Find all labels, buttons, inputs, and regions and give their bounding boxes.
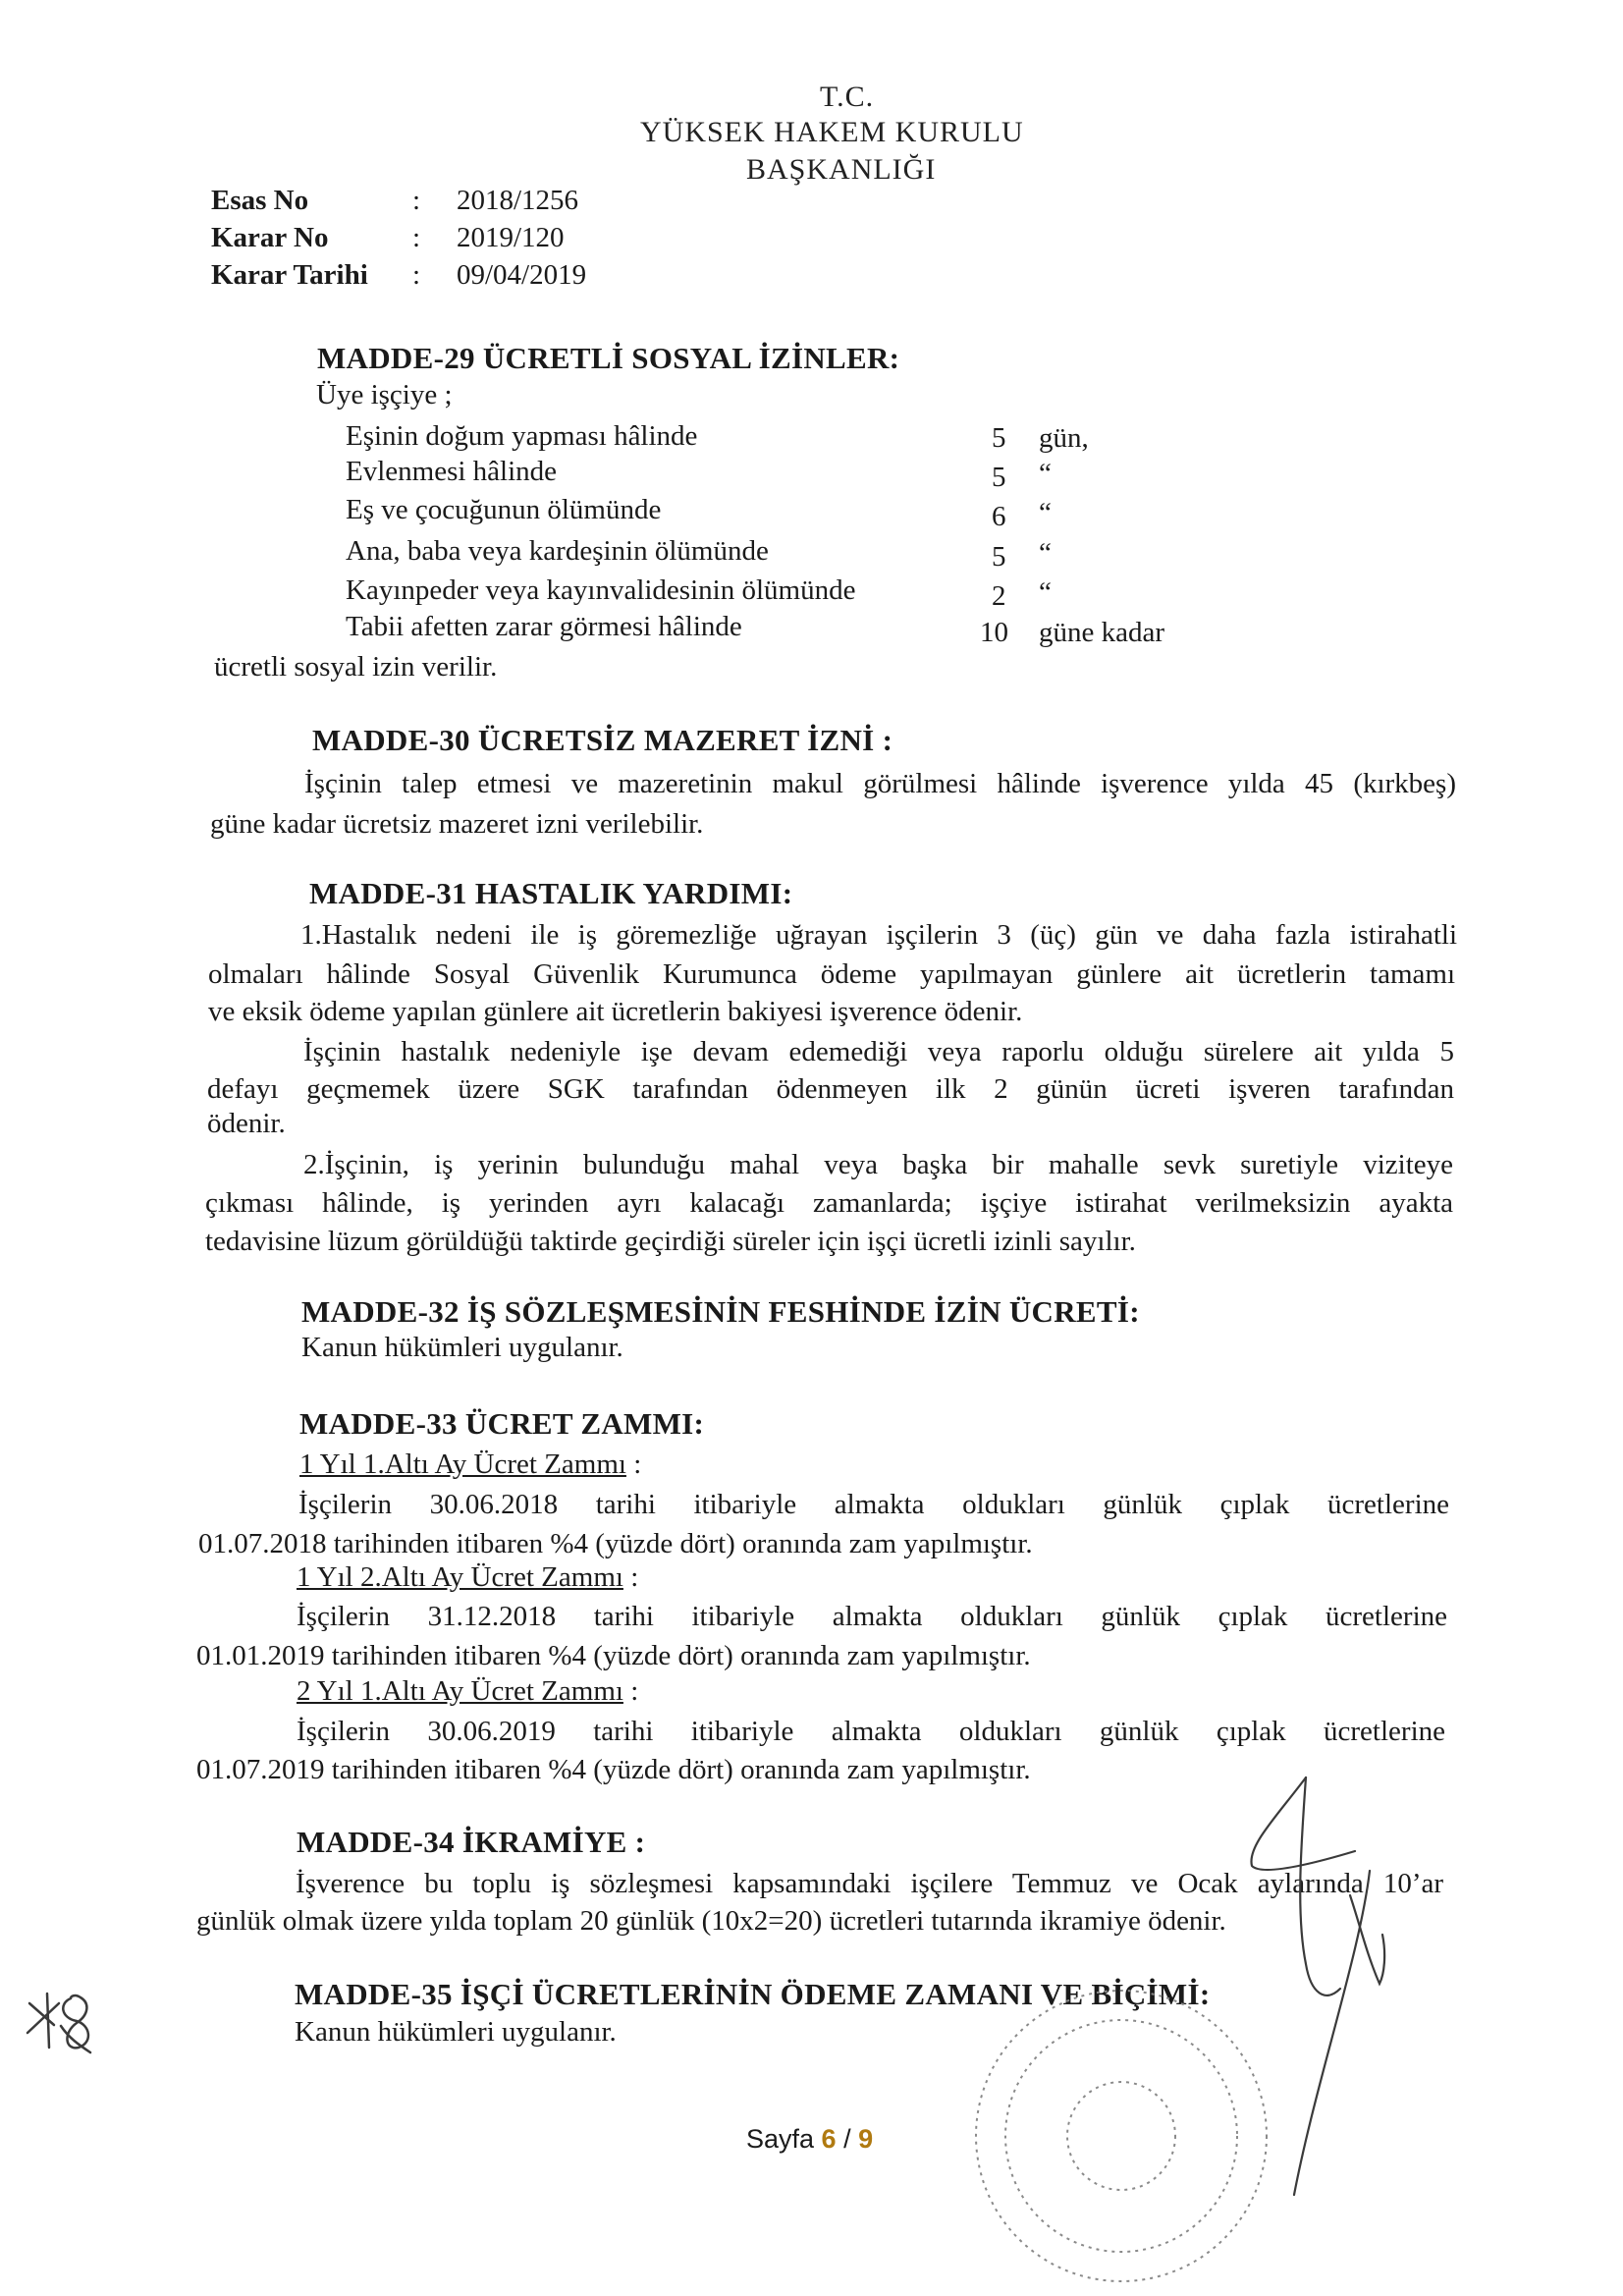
article-29-heading: MADDE-29 ÜCRETLİ SOSYAL İZİNLER: — [317, 341, 900, 375]
leave-row-unit: güne kadar — [1039, 617, 1165, 648]
article-31-heading: MADDE-31 HASTALIK YARDIMI: — [309, 876, 793, 910]
page-total: 9 — [858, 2124, 874, 2154]
article-32-heading: MADDE-32 İŞ SÖZLEŞMESİNİN FESHİNDE İZİN ÜCRETİ: — [301, 1294, 1140, 1329]
meta-label: Karar Tarihi — [211, 259, 368, 291]
article-34-line: İşverence bu toplu iş sözleşmesi kapsamındaki işçilere Temmuz ve Ocak aylarında 10’ar — [296, 1868, 1443, 1899]
page-number: 6 — [821, 2124, 837, 2154]
article-31-para2-line: ödenir. — [207, 1108, 286, 1139]
article-30-line: İşçinin talep etmesi ve mazeretinin makul görülmesi hâlinde işverence yılda 45 (kırkbeş) — [304, 768, 1456, 799]
meta-value: 09/04/2019 — [457, 259, 587, 291]
leave-row-days: 2 — [992, 580, 1006, 612]
leave-row-name: Ana, baba veya kardeşinin ölümünde — [346, 535, 769, 567]
official-seal — [976, 1991, 1267, 2281]
article-31-para1-line: ve eksik ödeme yapılan günlere ait ücretlerin bakiyesi işverence ödenir. — [208, 996, 1023, 1027]
page-separator: / — [836, 2124, 859, 2154]
raise-line: 01.07.2019 tarihinden itibaren %4 (yüzde dört) oranında zam yapılmıştır. — [196, 1754, 1031, 1785]
article-30-line: güne kadar ücretsiz mazeret izni verilebilir. — [210, 808, 704, 840]
article-35-heading: MADDE-35 İŞÇİ ÜCRETLERİNİN ÖDEME ZAMANI VE BİÇİMİ: — [295, 1977, 1211, 2011]
raise-period-label: 2 Yıl 1.Altı Ay Ücret Zammı — [297, 1675, 623, 1707]
article-31-para1-line: 1.Hastalık nedeni ile iş göremezliğe uğrayan işçilerin 3 (üç) gün ve daha fazla istirahatli — [300, 919, 1457, 951]
article-33-heading: MADDE-33 ÜCRET ZAMMI: — [299, 1406, 705, 1441]
meta-colon: : — [412, 222, 421, 253]
leave-row-name: Kayınpeder veya kayınvalidesinin ölümünde — [346, 574, 856, 606]
article-31-para2-line: İşçinin hastalık nedeniyle işe devam edemediği veya raporlu olduğu sürelere ait yılda 5 — [303, 1036, 1454, 1067]
article-30-heading: MADDE-30 ÜCRETSİZ MAZERET İZNİ : — [312, 723, 893, 757]
meta-label: Karar No — [211, 222, 329, 253]
raise-line: İşçilerin 30.06.2018 tarihi itibariyle almakta oldukları günlük çıplak ücretlerine — [298, 1489, 1449, 1520]
raise-period-colon: : — [622, 1675, 639, 1707]
meta-value: 2018/1256 — [457, 185, 579, 216]
meta-colon: : — [412, 185, 421, 216]
leave-row-unit: “ — [1039, 537, 1052, 569]
leave-row-days: 10 — [980, 617, 1008, 648]
meta-label: Esas No — [211, 185, 309, 216]
article-31-para3-line: 2.İşçinin, iş yerinin bulunduğu mahal veya başka bir mahalle sevk suretiyle viziteye — [303, 1149, 1453, 1180]
article-29-intro: Üye işçiye ; — [316, 379, 453, 410]
raise-line: 01.01.2019 tarihinden itibaren %4 (yüzde dört) oranında zam yapılmıştır. — [196, 1640, 1031, 1671]
article-31-para2-line: defayı geçmemek üzere SGK tarafından ödenmeyen ilk 2 günün ücreti işveren tarafından — [207, 1073, 1454, 1105]
header-institution: YÜKSEK HAKEM KURULU — [640, 116, 1024, 148]
article-34-line: günlük olmak üzere yılda toplam 20 günlük (10x2=20) ücretleri tutarında ikramiye ödenir. — [196, 1905, 1226, 1937]
raise-period-label: 1 Yıl 1.Altı Ay Ücret Zammı — [299, 1449, 626, 1480]
header-tc: T.C. — [820, 81, 875, 113]
article-31-para1-line: olmaları hâlinde Sosyal Güvenlik Kurumunca ödeme yapılmayan günlere ait ücretlerin tamamı — [208, 958, 1455, 990]
article-29-closing: ücretli sosyal izin verilir. — [214, 651, 498, 683]
signature-mark — [1251, 1777, 1384, 2195]
leave-row-name: Eşinin doğum yapması hâlinde — [346, 420, 698, 452]
raise-period-label: 1 Yıl 2.Altı Ay Ücret Zammı — [297, 1561, 623, 1593]
raise-line: İşçilerin 30.06.2019 tarihi itibariyle almakta oldukları günlük çıplak ücretlerine — [297, 1716, 1445, 1747]
header-presidency: BAŞKANLIĞI — [746, 153, 937, 186]
meta-value: 2019/120 — [457, 222, 565, 253]
page-label: Sayfa — [746, 2124, 822, 2154]
leave-row-days: 5 — [992, 422, 1006, 454]
raise-period-colon: : — [625, 1449, 642, 1480]
leave-row-unit: “ — [1039, 458, 1052, 489]
raise-period-colon: : — [622, 1561, 639, 1593]
article-31-para3-line: tedavisine lüzum görüldüğü taktirde geçirdiği süreler için işçi ücretli izinli sayılır. — [205, 1226, 1136, 1257]
raise-line: 01.07.2018 tarihinden itibaren %4 (yüzde dört) oranında zam yapılmıştır. — [198, 1528, 1033, 1559]
margin-initials-mark — [27, 1994, 90, 2052]
article-31-para3-line: çıkması hâlinde, iş yerinden ayrı kalacağı zamanlarda; işçiye istirahat verilmeksizin ayakta — [205, 1187, 1453, 1219]
leave-row-unit: “ — [1039, 576, 1052, 608]
raise-line: İşçilerin 31.12.2018 tarihi itibariyle almakta oldukları günlük çıplak ücretlerine — [297, 1601, 1447, 1632]
leave-row-name: Evlenmesi hâlinde — [346, 456, 558, 487]
leave-row-unit: gün, — [1039, 422, 1089, 454]
article-32-text: Kanun hükümleri uygulanır. — [301, 1332, 623, 1363]
leave-row-unit: “ — [1039, 497, 1052, 528]
article-35-text: Kanun hükümleri uygulanır. — [295, 2016, 617, 2048]
leave-row-name: Eş ve çocuğunun ölümünde — [346, 494, 662, 525]
article-34-heading: MADDE-34 İKRAMİYE : — [297, 1825, 646, 1859]
leave-row-days: 5 — [992, 541, 1006, 573]
meta-colon: : — [412, 259, 421, 291]
leave-row-days: 5 — [992, 462, 1006, 493]
leave-row-name: Tabii afetten zarar görmesi hâlinde — [346, 611, 742, 642]
leave-row-days: 6 — [992, 501, 1006, 532]
